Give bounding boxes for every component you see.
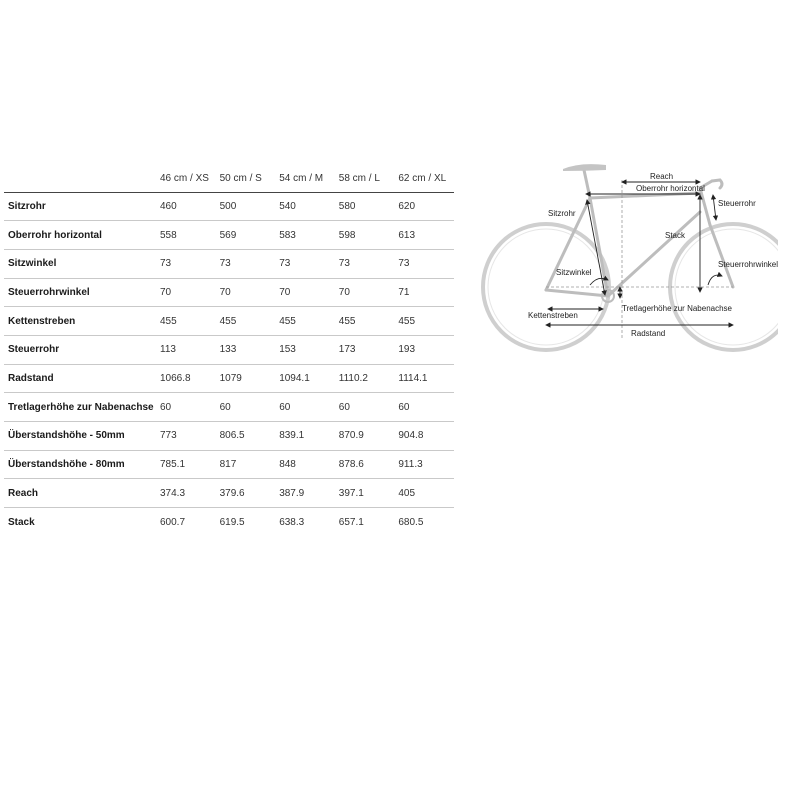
row-label: Stack — [8, 516, 35, 528]
cell-value: 173 — [338, 344, 356, 356]
cell-value: 71 — [398, 286, 410, 298]
cell-value: 638.3 — [279, 516, 305, 528]
row-label: Kettenstreben — [8, 315, 76, 327]
cell-value: 374.3 — [160, 487, 186, 499]
cell-value: 60 — [279, 401, 291, 413]
cell-value: 70 — [279, 286, 291, 298]
cell-value: 619.5 — [219, 516, 245, 528]
label-stack: Stack — [665, 231, 686, 240]
cell-value: 1114.1 — [398, 372, 428, 384]
cell-value: 558 — [160, 229, 177, 241]
cell-value: 455 — [279, 315, 296, 327]
cell-value: 60 — [338, 401, 350, 413]
cell-value: 583 — [279, 229, 296, 241]
cell-value: 193 — [398, 344, 416, 356]
cell-value: 379.6 — [219, 487, 245, 499]
label-bb-drop: Tretlagerhöhe zur Nabenachse — [622, 304, 732, 313]
table-row — [4, 221, 454, 250]
table-row — [4, 479, 454, 508]
cell-value: 904.8 — [398, 430, 424, 442]
cell-value: 60 — [160, 401, 172, 413]
label-top-tube: Oberrohr horizontal — [636, 184, 705, 193]
cell-value: 806.5 — [219, 430, 245, 442]
row-label: Steuerrohrwinkel — [8, 286, 90, 298]
cell-value: 73 — [279, 258, 291, 270]
cell-value: 60 — [398, 401, 410, 413]
cell-value: 1094.1 — [279, 372, 310, 384]
table-row — [4, 422, 454, 451]
cell-value: 70 — [160, 286, 172, 298]
row-label: Reach — [8, 487, 39, 499]
cell-value: 455 — [219, 315, 237, 327]
row-label: Überstandshöhe - 50mm — [8, 430, 125, 442]
table-row — [4, 249, 454, 278]
table-row — [4, 192, 454, 221]
cell-value: 455 — [398, 315, 416, 327]
cell-value: 680.5 — [398, 516, 424, 528]
cell-value: 569 — [219, 229, 237, 241]
cell-value: 60 — [219, 401, 231, 413]
bike-geometry-diagram — [478, 158, 778, 364]
table-row — [4, 364, 454, 393]
header-size-xs: 46 cm / XS — [160, 173, 209, 185]
cell-value: 405 — [398, 487, 416, 499]
cell-value: 1066.8 — [160, 372, 191, 384]
header-corner — [4, 166, 156, 192]
row-label: Tretlagerhöhe zur Nabenachse — [8, 401, 154, 413]
header-size-s: 50 cm / S — [219, 173, 262, 185]
cell-value: 839.1 — [279, 430, 305, 442]
cell-value: 133 — [219, 344, 237, 356]
row-label: Oberrohr horizontal — [8, 229, 102, 241]
label-seat-tube: Sitzrohr — [548, 209, 576, 218]
cell-value: 455 — [338, 315, 356, 327]
cell-value: 540 — [279, 200, 296, 212]
label-head-angle: Steuerrohrwinkel — [718, 260, 778, 269]
cell-value: 397.1 — [338, 487, 364, 499]
row-label: Sitzrohr — [8, 200, 46, 212]
cell-value: 600.7 — [160, 516, 186, 528]
cell-value: 500 — [219, 200, 237, 212]
row-label: Radstand — [8, 372, 54, 384]
table-row — [4, 450, 454, 479]
table-row — [4, 393, 454, 422]
cell-value: 657.1 — [338, 516, 364, 528]
row-label: Überstandshöhe - 80mm — [8, 459, 125, 471]
table-row — [4, 278, 454, 307]
row-label: Steuerrohr — [8, 344, 60, 356]
cell-value: 73 — [160, 258, 172, 270]
cell-value: 153 — [279, 344, 296, 356]
cell-value: 1079 — [219, 372, 242, 384]
table-row — [4, 307, 454, 336]
cell-value: 73 — [219, 258, 231, 270]
cell-value: 773 — [160, 430, 177, 442]
header-size-m: 54 cm / M — [279, 173, 324, 185]
cell-value: 620 — [398, 200, 416, 212]
row-label: Sitzwinkel — [8, 258, 57, 270]
table-row — [4, 508, 454, 537]
label-chainstays: Kettenstreben — [528, 311, 578, 320]
cell-value: 113 — [160, 344, 176, 356]
header-size-l: 58 cm / L — [338, 173, 380, 185]
cell-value: 73 — [338, 258, 350, 270]
cell-value: 73 — [398, 258, 410, 270]
cell-value: 387.9 — [279, 487, 305, 499]
cell-value: 848 — [279, 459, 296, 471]
cell-value: 817 — [219, 459, 237, 471]
handlebar — [712, 180, 722, 188]
saddle — [563, 164, 606, 171]
cell-value: 70 — [338, 286, 350, 298]
cell-value: 460 — [160, 200, 177, 212]
cell-value: 598 — [338, 229, 356, 241]
cell-value: 580 — [338, 200, 356, 212]
cell-value: 1110.2 — [338, 372, 368, 384]
cell-value: 613 — [398, 229, 416, 241]
cell-value: 785.1 — [160, 459, 186, 471]
label-wheelbase: Radstand — [631, 329, 666, 338]
cell-value: 70 — [219, 286, 231, 298]
table-row — [4, 335, 454, 364]
label-reach: Reach — [650, 172, 674, 181]
label-head-tube: Steuerrohr — [718, 199, 756, 208]
geometry-table — [4, 166, 454, 536]
cell-value: 878.6 — [338, 459, 364, 471]
header-size-xl: 62 cm / XL — [398, 173, 447, 185]
cell-value: 455 — [160, 315, 177, 327]
label-seat-angle: Sitzwinkel — [556, 268, 592, 277]
cell-value: 911.3 — [398, 459, 423, 471]
cell-value: 870.9 — [338, 430, 364, 442]
table-header-row — [4, 166, 454, 192]
